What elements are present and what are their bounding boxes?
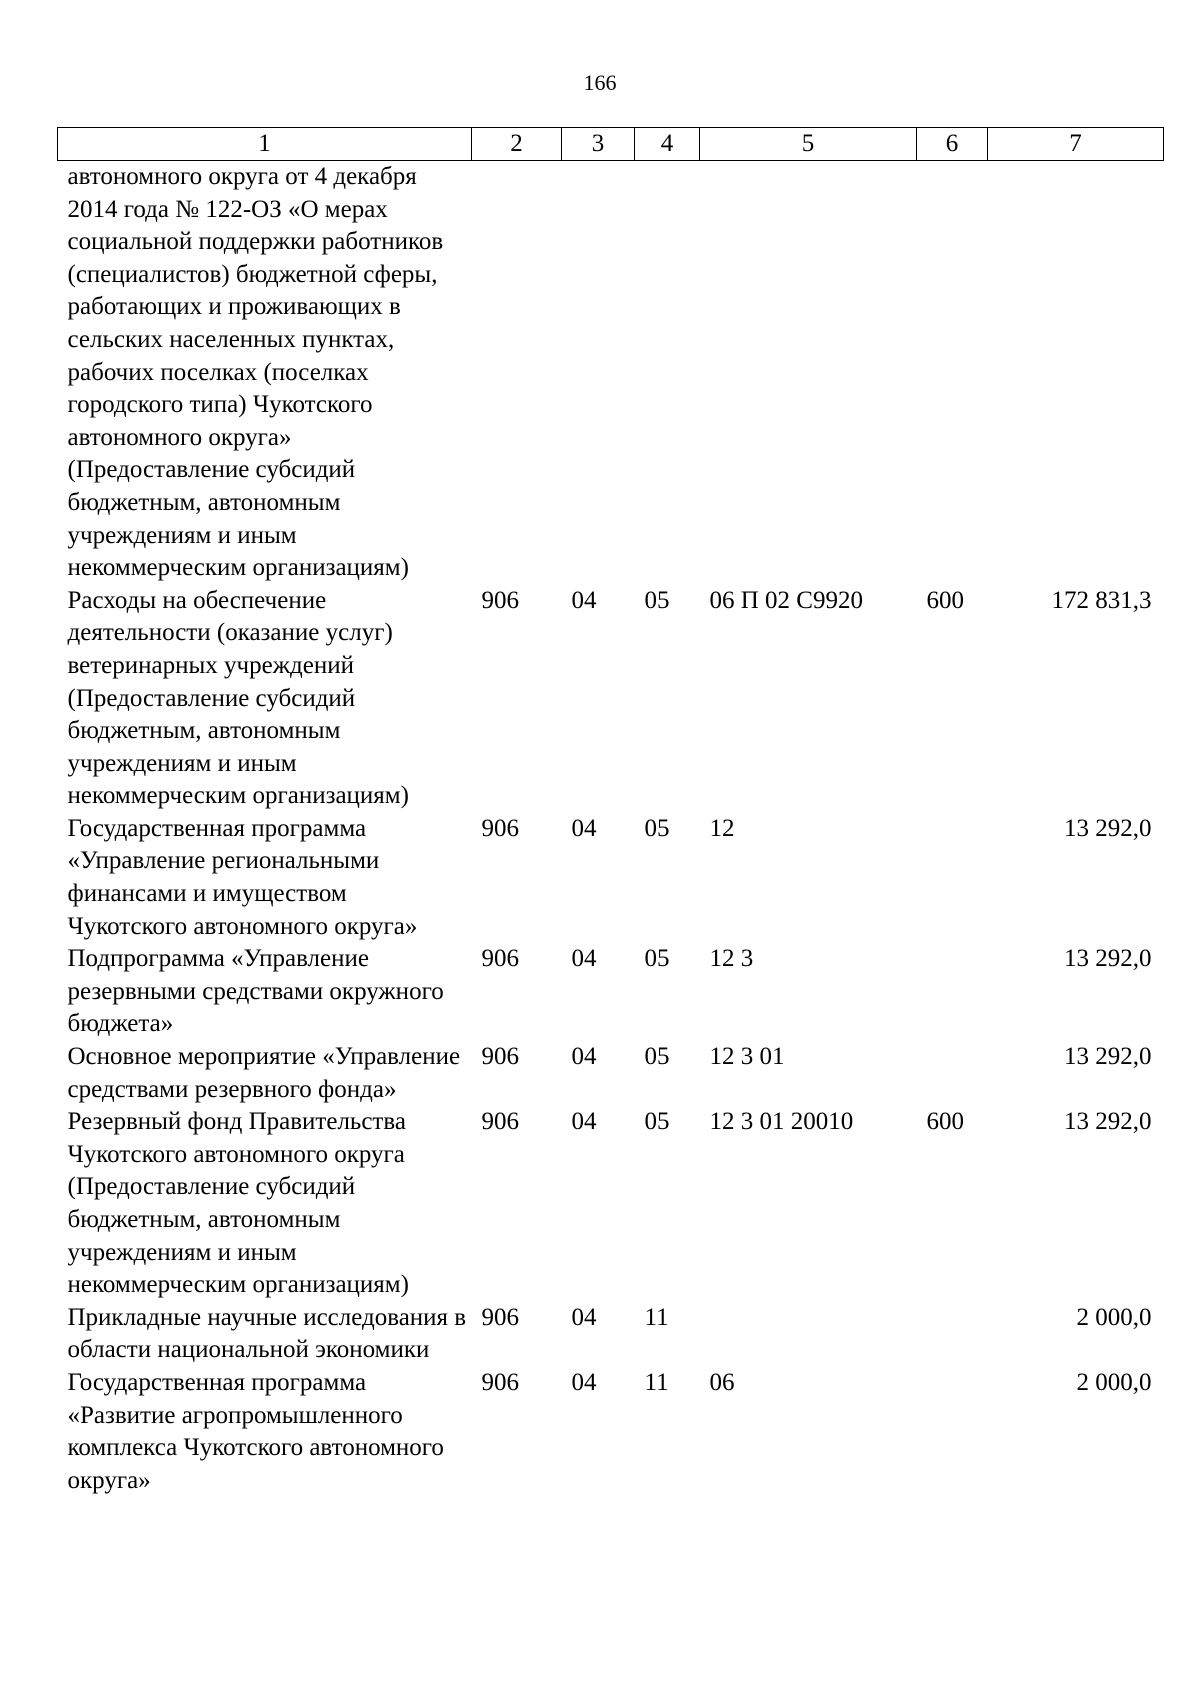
row-description: Основное мероприятие «Управление средствами резервного фонда» [67, 1043, 461, 1103]
table-row [58, 1041, 1164, 1106]
page-number: 166 [583, 70, 617, 95]
row-expense-type: 600 [926, 1108, 964, 1136]
row-amount: 13 292,0 [1064, 1043, 1152, 1071]
row-target-code: 12 3 01 [709, 1043, 785, 1071]
header-col-4: 4 [635, 128, 700, 161]
row-target-code: 12 3 [709, 945, 754, 973]
header-col-7: 7 [988, 128, 1164, 161]
row-amount: 2 000,0 [1076, 1303, 1152, 1331]
row-ministry-code: 906 [481, 586, 519, 614]
table-header [58, 128, 1164, 161]
row-section-code: 04 [571, 945, 597, 973]
table-row [58, 161, 1164, 585]
row-subsection-code: 05 [644, 586, 670, 614]
row-description: Расходы на обеспечение деятельности (оказание услуг) ветеринарных учреждений (Предоставление субсидий бюджетным, автономным учреждениям и иным некоммерческим организациям) [67, 586, 409, 810]
row-target-code [700, 1302, 917, 1367]
table-row [58, 585, 1164, 813]
row-amount: 13 292,0 [1064, 1108, 1152, 1136]
row-section-code: 04 [571, 1368, 597, 1396]
row-target-code: 12 3 01 20010 [709, 1108, 854, 1136]
row-section-code: 04 [571, 1303, 597, 1331]
row-amount: 13 292,0 [1064, 814, 1152, 842]
header-col-2: 2 [472, 128, 562, 161]
row-ministry-code: 906 [481, 1303, 519, 1331]
table-body [58, 161, 1164, 1498]
table-row [58, 813, 1164, 943]
row-description: автономного округа от 4 декабря 2014 года № 122-ОЗ «О мерах социальной поддержки работников (специалистов) бюджетной сферы, работающих и проживающих в сельских населенных пунктах, рабочих поселках (поселках городского типа) Чукотского автономного округа» (Предоставление субсидий бюджетным, автономным учреждениям и иным некоммерческим организациям) [67, 163, 444, 582]
row-description: Прикладные научные исследования в области национальной экономики [67, 1303, 467, 1364]
row-description: Резервный фонд Правительства Чукотского автономного округа (Предоставление субсидий бюджетным, автономным учреждениям и иным некоммерческим организациям) [67, 1108, 409, 1299]
table-row [58, 943, 1164, 1041]
header-row [58, 128, 1164, 161]
row-subsection-code: 11 [644, 1303, 669, 1331]
table-row [58, 1367, 1164, 1497]
row-section-code: 04 [571, 814, 597, 842]
header-col-5: 5 [700, 128, 917, 161]
row-ministry-code: 906 [481, 1043, 519, 1071]
row-expense-type [917, 1041, 988, 1106]
row-target-code: 12 [709, 814, 735, 842]
row-ministry-code: 906 [481, 1108, 519, 1136]
row-ministry-code: 906 [481, 1368, 519, 1396]
row-expense-type [917, 943, 988, 1041]
row-subsection-code [635, 161, 700, 585]
row-expense-type [917, 1367, 988, 1497]
row-ministry-code: 906 [481, 814, 519, 842]
row-section-code: 04 [571, 586, 597, 614]
row-amount: 2 000,0 [1076, 1368, 1152, 1396]
header-col-1: 1 [58, 128, 472, 161]
row-section-code: 04 [571, 1043, 597, 1071]
row-amount [988, 161, 1164, 585]
row-subsection-code: 05 [644, 814, 670, 842]
row-subsection-code: 05 [644, 1043, 670, 1071]
budget-table [57, 127, 1164, 1497]
header-col-3: 3 [562, 128, 635, 161]
table-row [58, 1302, 1164, 1367]
row-ministry-code: 906 [481, 945, 519, 973]
row-description: Государственная программа «Развитие агропромышленного комплекса Чукотского автономного округа» [67, 1368, 444, 1494]
row-target-code [700, 161, 917, 585]
row-expense-type [917, 813, 988, 943]
row-amount: 13 292,0 [1064, 945, 1152, 973]
row-subsection-code: 11 [644, 1368, 669, 1396]
row-expense-type: 600 [926, 586, 964, 614]
row-expense-type [917, 1302, 988, 1367]
row-description: Подпрограмма «Управление резервными средствами окружного бюджета» [67, 945, 444, 1038]
row-expense-type [917, 161, 988, 585]
row-subsection-code: 05 [644, 1108, 670, 1136]
row-target-code: 06 П 02 С9920 [709, 586, 863, 614]
row-section-code [562, 161, 635, 585]
row-ministry-code [472, 161, 562, 585]
row-subsection-code: 05 [644, 945, 670, 973]
row-target-code: 06 [709, 1368, 735, 1396]
header-col-6: 6 [917, 128, 988, 161]
table-row [58, 1106, 1164, 1302]
row-description: Государственная программа «Управление региональными финансами и имуществом Чукотского автономного округа» [67, 814, 418, 940]
row-amount: 172 831,3 [1051, 586, 1152, 614]
row-section-code: 04 [571, 1108, 597, 1136]
